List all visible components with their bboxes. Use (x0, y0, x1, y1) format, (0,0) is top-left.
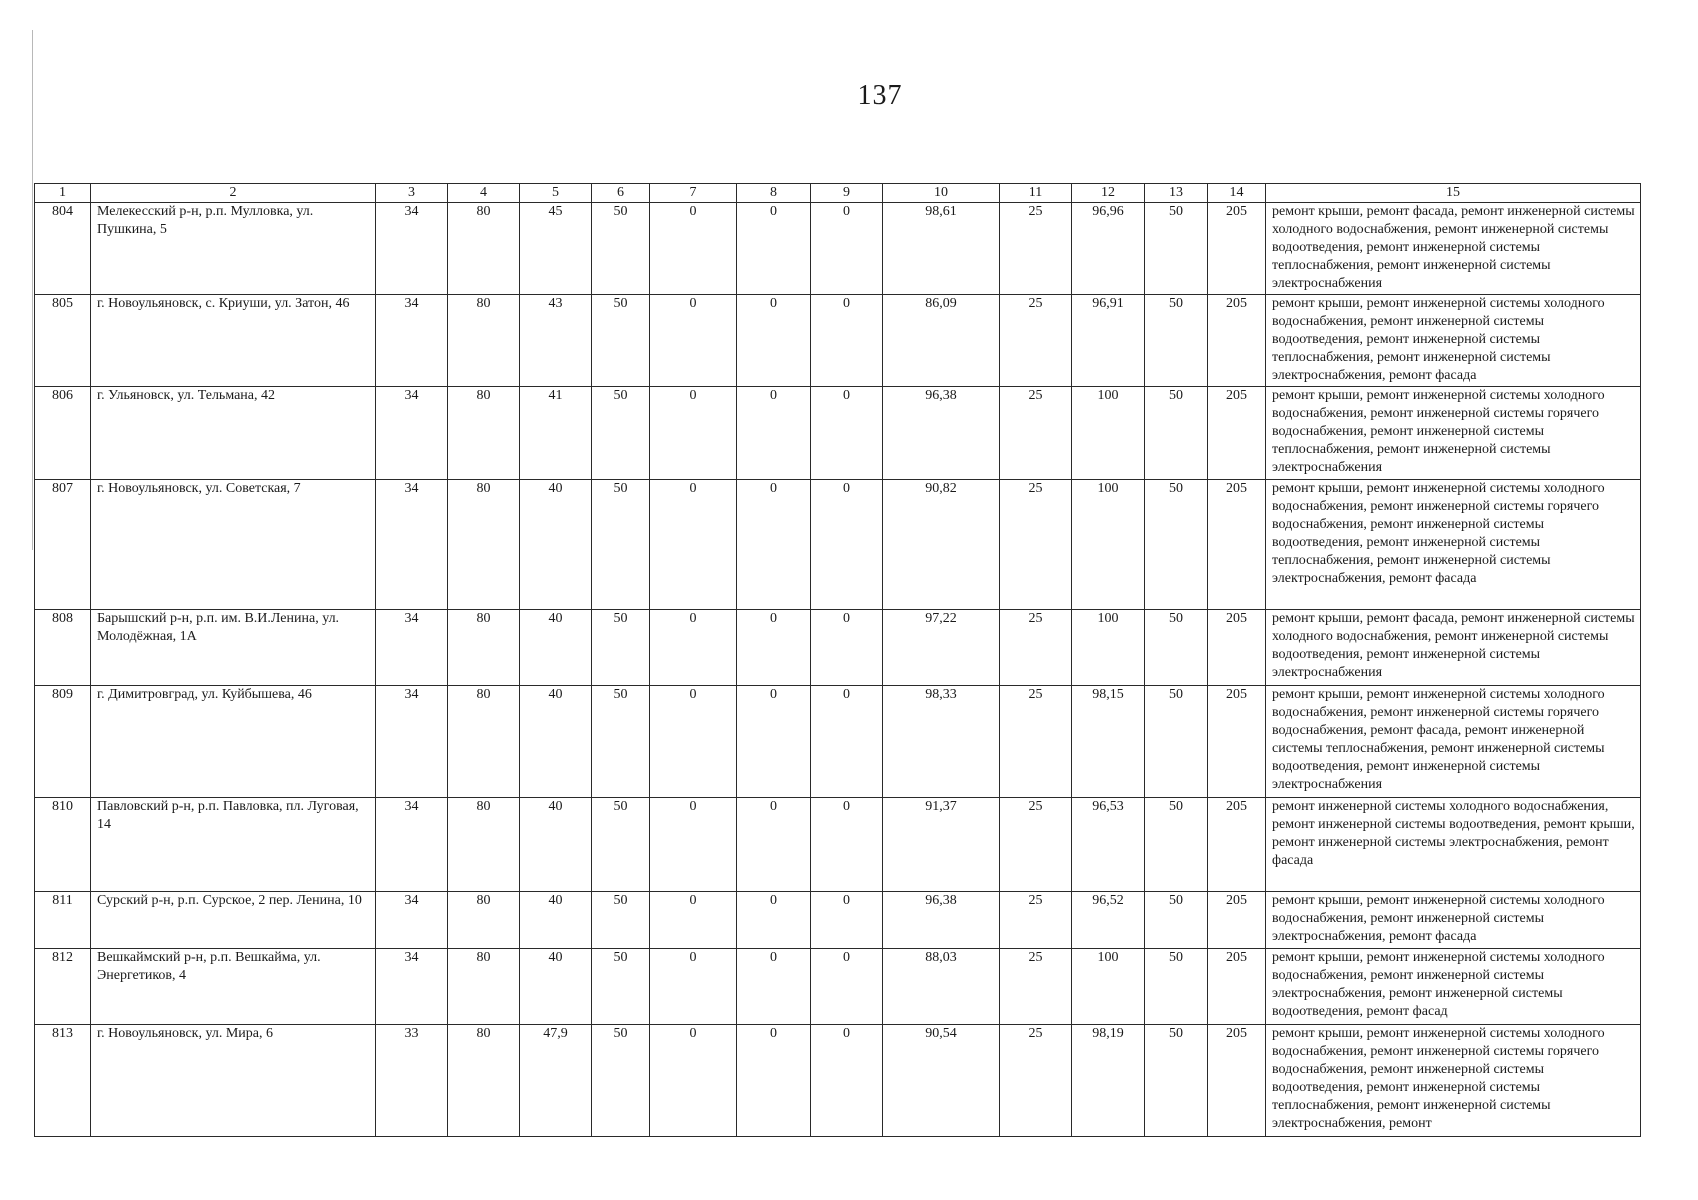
value-cell: 0 (650, 203, 737, 295)
value-cell: 0 (650, 480, 737, 610)
row-number-cell: 812 (35, 949, 91, 1025)
value-cell: 96,38 (883, 892, 1000, 949)
value-cell: 80 (448, 949, 520, 1025)
value-cell: 0 (811, 892, 883, 949)
value-cell: 98,61 (883, 203, 1000, 295)
row-number-cell: 805 (35, 295, 91, 387)
repair-works-cell: ремонт крыши, ремонт инженерной системы холодного водоснабжения, ремонт инженерной системы горячего водоснабжения, ремонт инженерной системы водоотведения, ремонт инженерной системы теплоснабжения, ремонт инженерной системы электроснабжения, ремонт фасада (1266, 480, 1641, 610)
register-table (34, 183, 1641, 1137)
value-cell: 34 (376, 686, 448, 798)
value-cell: 50 (1145, 295, 1208, 387)
table-row (35, 295, 1641, 387)
value-cell: 50 (1145, 610, 1208, 686)
value-cell: 34 (376, 610, 448, 686)
repair-works-cell: ремонт инженерной системы холодного водоснабжения, ремонт инженерной системы водоотведения, ремонт крыши, ремонт инженерной системы электроснабжения, ремонт фасада (1266, 798, 1641, 892)
value-cell: 34 (376, 798, 448, 892)
table-row (35, 1025, 1641, 1137)
value-cell: 50 (592, 295, 650, 387)
column-header: 14 (1208, 184, 1266, 203)
value-cell: 45 (520, 203, 592, 295)
value-cell: 96,96 (1072, 203, 1145, 295)
value-cell: 88,03 (883, 949, 1000, 1025)
column-header: 11 (1000, 184, 1072, 203)
value-cell: 0 (737, 1025, 811, 1137)
column-header: 9 (811, 184, 883, 203)
value-cell: 100 (1072, 480, 1145, 610)
value-cell: 96,52 (1072, 892, 1145, 949)
value-cell: 0 (737, 295, 811, 387)
value-cell: 80 (448, 798, 520, 892)
column-header: 15 (1266, 184, 1641, 203)
table-row (35, 480, 1641, 610)
value-cell: 50 (1145, 798, 1208, 892)
value-cell: 25 (1000, 387, 1072, 480)
value-cell: 34 (376, 480, 448, 610)
value-cell: 50 (592, 949, 650, 1025)
value-cell: 0 (737, 203, 811, 295)
repair-works-cell: ремонт крыши, ремонт инженерной системы холодного водоснабжения, ремонт инженерной системы электроснабжения, ремонт фасада (1266, 892, 1641, 949)
value-cell: 0 (650, 1025, 737, 1137)
value-cell: 205 (1208, 295, 1266, 387)
value-cell: 91,37 (883, 798, 1000, 892)
row-number-cell: 810 (35, 798, 91, 892)
value-cell: 0 (737, 610, 811, 686)
value-cell: 96,38 (883, 387, 1000, 480)
column-header: 3 (376, 184, 448, 203)
column-header: 5 (520, 184, 592, 203)
value-cell: 0 (650, 892, 737, 949)
value-cell: 34 (376, 387, 448, 480)
value-cell: 50 (1145, 686, 1208, 798)
value-cell: 50 (592, 610, 650, 686)
value-cell: 0 (811, 798, 883, 892)
column-header: 4 (448, 184, 520, 203)
column-header: 2 (91, 184, 376, 203)
value-cell: 50 (1145, 1025, 1208, 1137)
value-cell: 50 (1145, 949, 1208, 1025)
address-cell: г. Новоульяновск, с. Криуши, ул. Затон, 46 (91, 295, 376, 387)
value-cell: 100 (1072, 610, 1145, 686)
value-cell: 41 (520, 387, 592, 480)
address-cell: Павловский р-н, р.п. Павловка, пл. Луговая, 14 (91, 798, 376, 892)
value-cell: 40 (520, 892, 592, 949)
value-cell: 0 (811, 1025, 883, 1137)
value-cell: 0 (811, 686, 883, 798)
value-cell: 40 (520, 480, 592, 610)
value-cell: 80 (448, 480, 520, 610)
value-cell: 80 (448, 610, 520, 686)
table-row (35, 798, 1641, 892)
value-cell: 47,9 (520, 1025, 592, 1137)
value-cell: 34 (376, 892, 448, 949)
column-header: 6 (592, 184, 650, 203)
value-cell: 205 (1208, 949, 1266, 1025)
value-cell: 205 (1208, 203, 1266, 295)
value-cell: 50 (1145, 203, 1208, 295)
value-cell: 50 (1145, 892, 1208, 949)
row-number-cell: 808 (35, 610, 91, 686)
value-cell: 0 (811, 203, 883, 295)
address-cell: Сурский р-н, р.п. Сурское, 2 пер. Ленина, 10 (91, 892, 376, 949)
value-cell: 50 (592, 480, 650, 610)
row-number-cell: 807 (35, 480, 91, 610)
value-cell: 0 (737, 798, 811, 892)
value-cell: 0 (650, 610, 737, 686)
repair-works-cell: ремонт крыши, ремонт фасада, ремонт инженерной системы холодного водоснабжения, ремонт инженерной системы водоотведения, ремонт инженерной системы теплоснабжения, ремонт инженерной системы электроснабжения (1266, 203, 1641, 295)
value-cell: 0 (650, 798, 737, 892)
value-cell: 98,33 (883, 686, 1000, 798)
address-cell: г. Новоульяновск, ул. Мира, 6 (91, 1025, 376, 1137)
value-cell: 100 (1072, 949, 1145, 1025)
value-cell: 40 (520, 949, 592, 1025)
row-number-cell: 811 (35, 892, 91, 949)
value-cell: 40 (520, 686, 592, 798)
value-cell: 0 (737, 686, 811, 798)
value-cell: 90,82 (883, 480, 1000, 610)
value-cell: 50 (592, 686, 650, 798)
value-cell: 80 (448, 686, 520, 798)
table-row (35, 610, 1641, 686)
value-cell: 25 (1000, 1025, 1072, 1137)
value-cell: 0 (650, 295, 737, 387)
value-cell: 43 (520, 295, 592, 387)
value-cell: 25 (1000, 798, 1072, 892)
repair-works-cell: ремонт крыши, ремонт инженерной системы холодного водоснабжения, ремонт инженерной системы водоотведения, ремонт инженерной системы теплоснабжения, ремонт инженерной системы электроснабжения, ремонт фасада (1266, 295, 1641, 387)
repair-works-cell: ремонт крыши, ремонт инженерной системы холодного водоснабжения, ремонт инженерной системы горячего водоснабжения, ремонт инженерной системы водоотведения, ремонт инженерной системы теплоснабжения, ремонт инженерной системы электроснабжения, ремонт (1266, 1025, 1641, 1137)
repair-works-cell: ремонт крыши, ремонт инженерной системы холодного водоснабжения, ремонт инженерной системы горячего водоснабжения, ремонт фасада, ремонт инженерной системы теплоснабжения, ремонт инженерной системы водоотведения, ремонт инженерной системы электроснабжения (1266, 686, 1641, 798)
value-cell: 90,54 (883, 1025, 1000, 1137)
repair-works-cell: ремонт крыши, ремонт инженерной системы холодного водоснабжения, ремонт инженерной системы горячего водоснабжения, ремонт инженерной системы теплоснабжения, ремонт инженерной системы электроснабжения (1266, 387, 1641, 480)
value-cell: 25 (1000, 949, 1072, 1025)
address-cell: г. Новоульяновск, ул. Советская, 7 (91, 480, 376, 610)
column-header: 8 (737, 184, 811, 203)
column-number-row (35, 184, 1641, 203)
value-cell: 25 (1000, 295, 1072, 387)
value-cell: 0 (811, 387, 883, 480)
address-cell: Мелекесский р-н, р.п. Мулловка, ул. Пушкина, 5 (91, 203, 376, 295)
row-number-cell: 804 (35, 203, 91, 295)
table-row (35, 686, 1641, 798)
value-cell: 80 (448, 387, 520, 480)
value-cell: 80 (448, 1025, 520, 1137)
column-header: 13 (1145, 184, 1208, 203)
row-number-cell: 813 (35, 1025, 91, 1137)
value-cell: 205 (1208, 892, 1266, 949)
value-cell: 0 (811, 480, 883, 610)
row-number-cell: 809 (35, 686, 91, 798)
address-cell: Барышский р-н, р.п. им. В.И.Ленина, ул. Молодёжная, 1А (91, 610, 376, 686)
value-cell: 0 (737, 480, 811, 610)
value-cell: 205 (1208, 686, 1266, 798)
value-cell: 0 (737, 949, 811, 1025)
value-cell: 80 (448, 203, 520, 295)
value-cell: 0 (737, 892, 811, 949)
value-cell: 25 (1000, 203, 1072, 295)
value-cell: 0 (811, 949, 883, 1025)
value-cell: 80 (448, 892, 520, 949)
value-cell: 34 (376, 203, 448, 295)
value-cell: 50 (592, 203, 650, 295)
value-cell: 0 (650, 949, 737, 1025)
value-cell: 205 (1208, 387, 1266, 480)
value-cell: 25 (1000, 610, 1072, 686)
row-number-cell: 806 (35, 387, 91, 480)
value-cell: 40 (520, 610, 592, 686)
table-row (35, 949, 1641, 1025)
value-cell: 34 (376, 295, 448, 387)
value-cell: 25 (1000, 892, 1072, 949)
address-cell: Вешкаймский р-н, р.п. Вешкайма, ул. Энергетиков, 4 (91, 949, 376, 1025)
value-cell: 100 (1072, 387, 1145, 480)
column-header: 7 (650, 184, 737, 203)
repair-works-cell: ремонт крыши, ремонт инженерной системы холодного водоснабжения, ремонт инженерной системы электроснабжения, ремонт инженерной системы водоотведения, ремонт фасад (1266, 949, 1641, 1025)
value-cell: 96,91 (1072, 295, 1145, 387)
table-row (35, 203, 1641, 295)
value-cell: 50 (592, 892, 650, 949)
column-header: 12 (1072, 184, 1145, 203)
value-cell: 50 (1145, 387, 1208, 480)
value-cell: 50 (592, 1025, 650, 1137)
value-cell: 98,19 (1072, 1025, 1145, 1137)
value-cell: 96,53 (1072, 798, 1145, 892)
value-cell: 0 (650, 686, 737, 798)
value-cell: 25 (1000, 480, 1072, 610)
value-cell: 33 (376, 1025, 448, 1137)
value-cell: 0 (737, 387, 811, 480)
value-cell: 40 (520, 798, 592, 892)
column-header: 10 (883, 184, 1000, 203)
value-cell: 205 (1208, 480, 1266, 610)
value-cell: 80 (448, 295, 520, 387)
value-cell: 97,22 (883, 610, 1000, 686)
value-cell: 0 (650, 387, 737, 480)
address-cell: г. Димитровград, ул. Куйбышева, 46 (91, 686, 376, 798)
value-cell: 0 (811, 610, 883, 686)
value-cell: 86,09 (883, 295, 1000, 387)
value-cell: 98,15 (1072, 686, 1145, 798)
column-header: 1 (35, 184, 91, 203)
repair-works-cell: ремонт крыши, ремонт фасада, ремонт инженерной системы холодного водоснабжения, ремонт инженерной системы водоотведения, ремонт инженерной системы электроснабжения (1266, 610, 1641, 686)
table-row (35, 892, 1641, 949)
value-cell: 25 (1000, 686, 1072, 798)
table-row (35, 387, 1641, 480)
value-cell: 50 (592, 387, 650, 480)
value-cell: 50 (1145, 480, 1208, 610)
value-cell: 0 (811, 295, 883, 387)
page-number: 137 (857, 80, 903, 111)
value-cell: 205 (1208, 610, 1266, 686)
value-cell: 205 (1208, 1025, 1266, 1137)
address-cell: г. Ульяновск, ул. Тельмана, 42 (91, 387, 376, 480)
value-cell: 50 (592, 798, 650, 892)
value-cell: 205 (1208, 798, 1266, 892)
value-cell: 34 (376, 949, 448, 1025)
